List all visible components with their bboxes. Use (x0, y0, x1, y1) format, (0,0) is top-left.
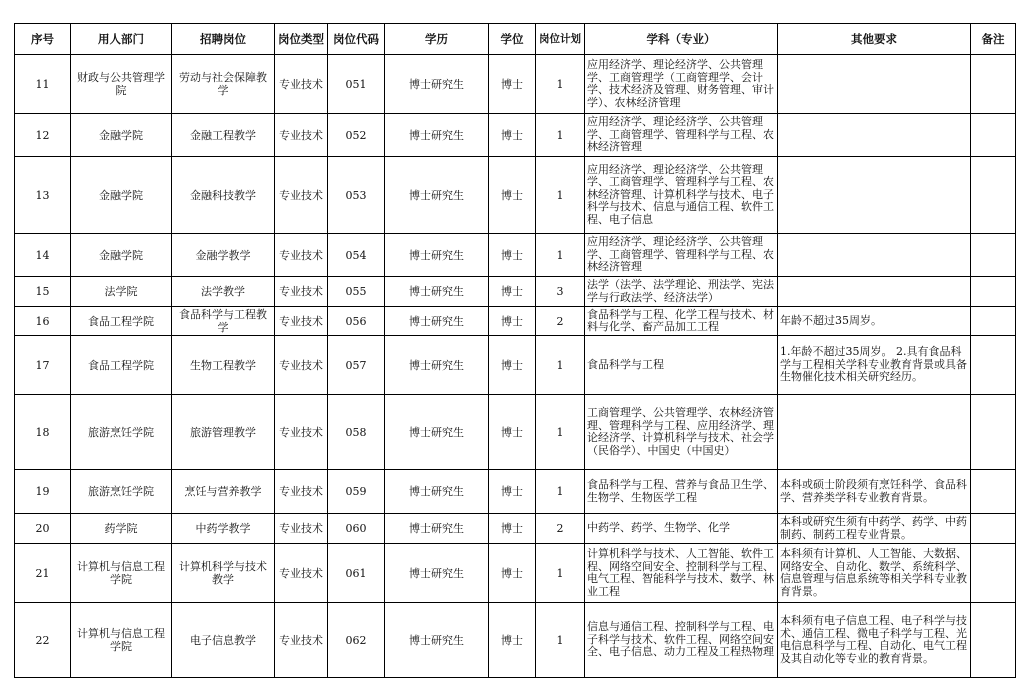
cell-subject: 应用经济学、理论经济学、公共管理学、工商管理学、管理科学与工程、农林经济管理、计算机科学与技术、电子科学与技术、信息与通信工程、软件工程、电子信息 (585, 157, 778, 234)
cell-dept: 金融学院 (71, 234, 172, 277)
cell-post: 金融学教学 (172, 234, 275, 277)
cell-code: 051 (328, 55, 385, 114)
cell-subject: 应用经济学、理论经济学、公共管理学、工商管理学、管理科学与工程、农林经济管理 (585, 114, 778, 157)
cell-other (778, 114, 971, 157)
cell-subject: 工商管理学、公共管理学、农林经济管理、管理科学与工程、应用经济学、理论经济学、计算机科学与技术、社会学（民俗学）、中国史（中国史） (585, 395, 778, 470)
cell-post: 金融科技教学 (172, 157, 275, 234)
cell-dept: 旅游烹饪学院 (71, 395, 172, 470)
cell-code: 061 (328, 544, 385, 603)
cell-plan: 1 (536, 470, 585, 514)
cell-remark (971, 277, 1016, 307)
cell-remark (971, 336, 1016, 395)
table-row (15, 395, 1016, 470)
cell-code: 053 (328, 157, 385, 234)
cell-type: 专业技术 (275, 277, 328, 307)
cell-subject: 法学（法学、法学理论、刑法学、宪法学与行政法学、经济法学） (585, 277, 778, 307)
cell-type: 专业技术 (275, 234, 328, 277)
cell-other: 本科或硕士阶段须有烹饪科学、食品科学、营养类学科专业教育背景。 (778, 470, 971, 514)
cell-other: 年龄不超过35周岁。 (778, 307, 971, 336)
cell-no: 13 (15, 157, 71, 234)
cell-edu: 博士研究生 (385, 514, 489, 544)
cell-edu: 博士研究生 (385, 603, 489, 678)
cell-plan: 2 (536, 514, 585, 544)
cell-code: 054 (328, 234, 385, 277)
cell-dept: 药学院 (71, 514, 172, 544)
cell-edu: 博士研究生 (385, 307, 489, 336)
cell-dept: 法学院 (71, 277, 172, 307)
recruitment-table (14, 23, 1016, 678)
table-row (15, 603, 1016, 678)
cell-no: 18 (15, 395, 71, 470)
cell-other (778, 55, 971, 114)
cell-plan: 1 (536, 234, 585, 277)
cell-type: 专业技术 (275, 336, 328, 395)
table-row (15, 307, 1016, 336)
cell-subject: 计算机科学与技术、人工智能、软件工程、网络空间安全、控制科学与工程、电气工程、智能科学与技术、数学、林业工程 (585, 544, 778, 603)
cell-code: 058 (328, 395, 385, 470)
cell-edu: 博士研究生 (385, 544, 489, 603)
cell-type: 专业技术 (275, 514, 328, 544)
cell-degree: 博士 (489, 395, 536, 470)
cell-no: 12 (15, 114, 71, 157)
cell-degree: 博士 (489, 277, 536, 307)
cell-edu: 博士研究生 (385, 234, 489, 277)
header-dept: 用人部门 (71, 24, 172, 55)
cell-post: 烹饪与营养教学 (172, 470, 275, 514)
cell-subject: 食品科学与工程 (585, 336, 778, 395)
cell-code: 060 (328, 514, 385, 544)
cell-type: 专业技术 (275, 544, 328, 603)
cell-remark (971, 544, 1016, 603)
cell-plan: 1 (536, 55, 585, 114)
cell-dept: 食品工程学院 (71, 307, 172, 336)
cell-subject: 中药学、药学、生物学、化学 (585, 514, 778, 544)
table-row (15, 514, 1016, 544)
cell-post: 劳动与社会保障教学 (172, 55, 275, 114)
header-no: 序号 (15, 24, 71, 55)
cell-dept: 财政与公共管理学院 (71, 55, 172, 114)
cell-remark (971, 307, 1016, 336)
header-plan: 岗位计划 (536, 24, 585, 55)
cell-dept: 金融学院 (71, 114, 172, 157)
cell-type: 专业技术 (275, 157, 328, 234)
cell-dept: 计算机与信息工程学院 (71, 603, 172, 678)
cell-post: 生物工程教学 (172, 336, 275, 395)
cell-post: 法学教学 (172, 277, 275, 307)
cell-post: 中药学教学 (172, 514, 275, 544)
cell-type: 专业技术 (275, 307, 328, 336)
cell-remark (971, 603, 1016, 678)
cell-no: 22 (15, 603, 71, 678)
cell-type: 专业技术 (275, 470, 328, 514)
cell-dept: 金融学院 (71, 157, 172, 234)
cell-plan: 3 (536, 277, 585, 307)
cell-post: 旅游管理教学 (172, 395, 275, 470)
cell-other (778, 395, 971, 470)
header-type: 岗位类型 (275, 24, 328, 55)
cell-edu: 博士研究生 (385, 114, 489, 157)
cell-dept: 计算机与信息工程学院 (71, 544, 172, 603)
cell-subject: 应用经济学、理论经济学、公共管理学、工商管理学（工商管理学、会计学、技术经济及管理、财务管理、审计学）、农林经济管理 (585, 55, 778, 114)
cell-remark (971, 395, 1016, 470)
header-code: 岗位代码 (328, 24, 385, 55)
cell-degree: 博士 (489, 336, 536, 395)
cell-other (778, 234, 971, 277)
cell-type: 专业技术 (275, 395, 328, 470)
cell-post: 金融工程教学 (172, 114, 275, 157)
cell-remark (971, 234, 1016, 277)
cell-no: 17 (15, 336, 71, 395)
cell-plan: 1 (536, 395, 585, 470)
cell-type: 专业技术 (275, 114, 328, 157)
cell-degree: 博士 (489, 514, 536, 544)
cell-remark (971, 514, 1016, 544)
cell-edu: 博士研究生 (385, 470, 489, 514)
cell-plan: 1 (536, 157, 585, 234)
header-degree: 学位 (489, 24, 536, 55)
cell-other: 本科须有计算机、人工智能、大数据、网络安全、自动化、数学、系统科学、信息管理与信息系统等相关学科专业教育背景。 (778, 544, 971, 603)
cell-degree: 博士 (489, 234, 536, 277)
cell-code: 062 (328, 603, 385, 678)
cell-degree: 博士 (489, 55, 536, 114)
cell-plan: 1 (536, 114, 585, 157)
table-row (15, 277, 1016, 307)
cell-edu: 博士研究生 (385, 395, 489, 470)
cell-degree: 博士 (489, 603, 536, 678)
cell-other: 本科须有电子信息工程、电子科学与技术、通信工程、微电子科学与工程、光电信息科学与工程、自动化、电气工程及其自动化等专业的教育背景。 (778, 603, 971, 678)
cell-no: 20 (15, 514, 71, 544)
cell-remark (971, 157, 1016, 234)
cell-degree: 博士 (489, 307, 536, 336)
cell-subject: 食品科学与工程、化学工程与技术、材料与化学、畜产品加工工程 (585, 307, 778, 336)
cell-edu: 博士研究生 (385, 336, 489, 395)
cell-no: 16 (15, 307, 71, 336)
cell-remark (971, 55, 1016, 114)
cell-post: 计算机科学与技术教学 (172, 544, 275, 603)
cell-code: 059 (328, 470, 385, 514)
table-row (15, 114, 1016, 157)
cell-no: 21 (15, 544, 71, 603)
table-row (15, 157, 1016, 234)
cell-type: 专业技术 (275, 603, 328, 678)
cell-post: 电子信息教学 (172, 603, 275, 678)
cell-remark (971, 470, 1016, 514)
cell-post: 食品科学与工程教学 (172, 307, 275, 336)
cell-other (778, 277, 971, 307)
cell-plan: 1 (536, 544, 585, 603)
table-row (15, 544, 1016, 603)
cell-subject: 食品科学与工程、营养与食品卫生学、生物学、生物医学工程 (585, 470, 778, 514)
cell-subject: 信息与通信工程、控制科学与工程、电子科学与技术、软件工程、网络空间安全、电子信息、动力工程及工程热物理 (585, 603, 778, 678)
cell-no: 15 (15, 277, 71, 307)
cell-no: 11 (15, 55, 71, 114)
cell-dept: 旅游烹饪学院 (71, 470, 172, 514)
table-row (15, 55, 1016, 114)
header-row (15, 24, 1016, 55)
cell-subject: 应用经济学、理论经济学、公共管理学、工商管理学、管理科学与工程、农林经济管理 (585, 234, 778, 277)
header-remark: 备注 (971, 24, 1016, 55)
cell-degree: 博士 (489, 114, 536, 157)
cell-code: 056 (328, 307, 385, 336)
cell-no: 19 (15, 470, 71, 514)
cell-other: 本科或研究生须有中药学、药学、中药制药、制药工程专业背景。 (778, 514, 971, 544)
cell-edu: 博士研究生 (385, 55, 489, 114)
cell-edu: 博士研究生 (385, 157, 489, 234)
cell-plan: 2 (536, 307, 585, 336)
table-row (15, 234, 1016, 277)
cell-degree: 博士 (489, 157, 536, 234)
cell-code: 057 (328, 336, 385, 395)
cell-plan: 1 (536, 336, 585, 395)
table-row (15, 336, 1016, 395)
cell-code: 052 (328, 114, 385, 157)
header-subject: 学科（专业） (585, 24, 778, 55)
cell-degree: 博士 (489, 470, 536, 514)
table-row (15, 470, 1016, 514)
header-other: 其他要求 (778, 24, 971, 55)
header-edu: 学历 (385, 24, 489, 55)
cell-other: 1.年龄不超过35周岁。 2.具有食品科学与工程相关学科专业教育背景或具备生物催化技术相关研究经历。 (778, 336, 971, 395)
cell-degree: 博士 (489, 544, 536, 603)
cell-other (778, 157, 971, 234)
cell-remark (971, 114, 1016, 157)
cell-no: 14 (15, 234, 71, 277)
header-post: 招聘岗位 (172, 24, 275, 55)
cell-type: 专业技术 (275, 55, 328, 114)
cell-dept: 食品工程学院 (71, 336, 172, 395)
cell-code: 055 (328, 277, 385, 307)
cell-plan: 1 (536, 603, 585, 678)
cell-edu: 博士研究生 (385, 277, 489, 307)
